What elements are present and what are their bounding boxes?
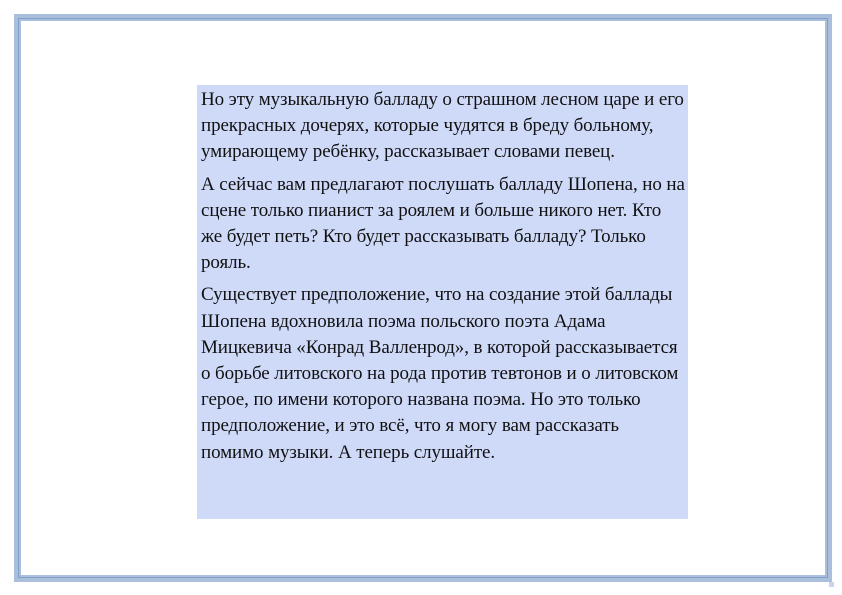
text-block: [197, 85, 688, 519]
frame-shadow: [829, 582, 834, 587]
paragraph-3: Существует предположение, что на создание этой баллады Шопена вдохновила поэма польского поэта Адама Мицкевича «Конрад Валленрод», в которой рассказывается о борьбе литовского на рода против тевтонов и о литовском герое, по имени которого названа поэма. Но это только предположение, и это всё, что я могу вам рассказать помимо музыки. А теперь слушайте.: [201, 284, 679, 463]
paragraph-1: Но эту музыкальную балладу о страшном лесном царе и его прекрасных дочерях, которые чудятся в бреду больному, умирающему ребёнку, рассказывает словами певец.: [201, 89, 684, 163]
paragraph-2: А сейчас вам предлагают послушать балладу Шопена, но на сцене только пианист за роялем и больше никого нет. Кто же будет петь? Кто будет рассказывать балладу? Только рояль.: [201, 173, 685, 274]
